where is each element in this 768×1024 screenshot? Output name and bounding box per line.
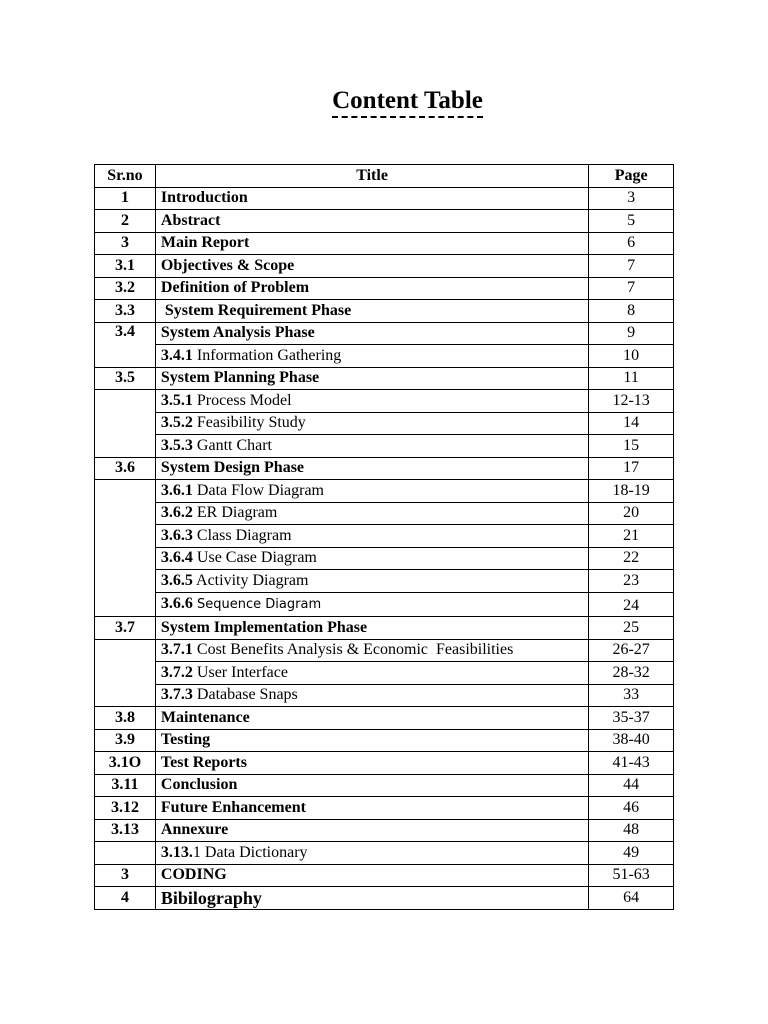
row-title [155, 639, 588, 662]
row-title: Introduction [155, 187, 588, 210]
row-title: Definition of Problem [155, 277, 588, 300]
row-subnumber: 3.6.4 [160, 549, 193, 567]
row-subnumber: 3.13. [160, 843, 193, 861]
row-title: Bibilography [155, 887, 588, 910]
row-title: Conclusion [155, 774, 588, 797]
header-title: Title [155, 165, 588, 188]
row-sr-no-empty [95, 842, 156, 865]
row-subtitle: Feasibility Study [192, 414, 306, 432]
row-title [155, 662, 588, 685]
row-subtitle: Sequence Diagram [192, 596, 322, 612]
row-page: 64 [589, 887, 674, 910]
table-row [95, 662, 674, 685]
row-subtitle: Class Diagram [192, 526, 292, 544]
row-title [155, 390, 588, 413]
row-page: 41-43 [589, 752, 674, 775]
table-row [95, 502, 674, 525]
row-sr-no: 3.6 [95, 457, 156, 480]
row-title [155, 525, 588, 548]
row-subnumber: 3.5.1 [160, 391, 193, 409]
table-row [95, 639, 674, 662]
row-page: 48 [589, 819, 674, 842]
table-row [95, 480, 674, 503]
table-row [95, 187, 674, 210]
row-title: Abstract [155, 210, 588, 233]
row-subnumber: 3.4.1 [160, 346, 193, 364]
row-page: 9 [589, 322, 674, 345]
row-sr-no: 3.1O [95, 752, 156, 775]
table-row [95, 752, 674, 775]
row-page: 46 [589, 797, 674, 820]
row-page: 24 [589, 592, 674, 617]
row-page: 22 [589, 547, 674, 570]
row-title [155, 842, 588, 865]
table-row [95, 729, 674, 752]
row-subtitle: Database Snaps [192, 686, 298, 704]
row-page: 14 [589, 412, 674, 435]
table-row [95, 547, 674, 570]
header-sr-no: Sr.no [95, 165, 156, 188]
table-row [95, 345, 674, 368]
row-subtitle: Gantt Chart [192, 436, 272, 454]
row-subnumber: 3.6.3 [160, 526, 193, 544]
row-sr-no-empty [95, 639, 156, 707]
table-row [95, 255, 674, 278]
row-page: 6 [589, 232, 674, 255]
row-sr-no: 1 [95, 187, 156, 210]
row-subnumber: 3.7.3 [160, 686, 193, 704]
row-subtitle: 1 Data Dictionary [192, 843, 308, 861]
row-page: 51-63 [589, 864, 674, 887]
table-row [95, 887, 674, 910]
row-title [155, 547, 588, 570]
row-title: System Planning Phase [155, 367, 588, 390]
row-page: 5 [589, 210, 674, 233]
row-sr-no: 3.7 [95, 617, 156, 640]
row-page: 33 [589, 684, 674, 707]
row-sr-no: 3.8 [95, 707, 156, 730]
row-subnumber: 3.6.2 [160, 504, 193, 522]
row-subnumber: 3.5.3 [160, 436, 193, 454]
row-title: Testing [155, 729, 588, 752]
table-row [95, 819, 674, 842]
table-row [95, 617, 674, 640]
row-page: 3 [589, 187, 674, 210]
row-subtitle: Cost Benefits Analysis & Economic Feasibilities [192, 641, 514, 659]
row-page: 17 [589, 457, 674, 480]
table-row [95, 277, 674, 300]
table-row [95, 570, 674, 593]
table-row [95, 684, 674, 707]
page-title [0, 86, 768, 118]
row-sr-no: 3.13 [95, 819, 156, 842]
row-title [155, 435, 588, 458]
row-subtitle: ER Diagram [192, 504, 278, 522]
table-row [95, 457, 674, 480]
row-title [155, 412, 588, 435]
table-row [95, 232, 674, 255]
row-sr-no: 3.2 [95, 277, 156, 300]
row-title: System Design Phase [155, 457, 588, 480]
row-subnumber: 3.5.2 [160, 414, 193, 432]
row-page: 35-37 [589, 707, 674, 730]
row-title [155, 684, 588, 707]
row-page: 28-32 [589, 662, 674, 685]
row-sr-no: 3.1 [95, 255, 156, 278]
row-subnumber: 3.6.1 [160, 481, 193, 499]
row-page: 7 [589, 277, 674, 300]
table-row [95, 707, 674, 730]
table-row [95, 864, 674, 887]
table-row [95, 210, 674, 233]
row-sr-no: 4 [95, 887, 156, 910]
row-subtitle: Activity Diagram [192, 571, 309, 589]
row-title: System Implementation Phase [155, 617, 588, 640]
table-row [95, 435, 674, 458]
row-subtitle: Process Model [192, 391, 292, 409]
row-sr-no: 3.4 [95, 322, 156, 367]
row-title: System Analysis Phase [155, 322, 588, 345]
table-row [95, 367, 674, 390]
row-title: Future Enhancement [155, 797, 588, 820]
row-page: 44 [589, 774, 674, 797]
row-subtitle: Use Case Diagram [192, 549, 317, 567]
row-title [155, 592, 588, 617]
table-header-row [95, 165, 674, 188]
row-subtitle: Information Gathering [192, 346, 342, 364]
row-sr-no-empty [95, 390, 156, 458]
row-page: 8 [589, 300, 674, 323]
row-sr-no: 3.9 [95, 729, 156, 752]
table-row [95, 390, 674, 413]
row-page: 15 [589, 435, 674, 458]
row-sr-no: 3.3 [95, 300, 156, 323]
contents-table [94, 164, 674, 910]
row-sr-no: 3 [95, 864, 156, 887]
row-page: 38-40 [589, 729, 674, 752]
row-page: 26-27 [589, 639, 674, 662]
row-subtitle: Data Flow Diagram [192, 481, 324, 499]
row-title: Test Reports [155, 752, 588, 775]
header-page: Page [589, 165, 674, 188]
row-subtitle: User Interface [192, 663, 288, 681]
row-subnumber: 3.7.2 [160, 663, 193, 681]
row-page: 20 [589, 502, 674, 525]
row-title [155, 480, 588, 503]
page-title-text: Content Table [332, 86, 483, 118]
row-page: 18-19 [589, 480, 674, 503]
row-title: Main Report [155, 232, 588, 255]
table-row [95, 300, 674, 323]
table-row [95, 842, 674, 865]
row-sr-no: 3.12 [95, 797, 156, 820]
row-title: Maintenance [155, 707, 588, 730]
row-sr-no: 3 [95, 232, 156, 255]
row-page: 12-13 [589, 390, 674, 413]
row-title: Annexure [155, 819, 588, 842]
table-row [95, 592, 674, 617]
row-page: 10 [589, 345, 674, 368]
row-sr-no: 3.5 [95, 367, 156, 390]
row-subnumber: 3.6.6 [160, 594, 193, 612]
row-page: 21 [589, 525, 674, 548]
row-title: System Requirement Phase [155, 300, 588, 323]
row-title: CODING [155, 864, 588, 887]
row-page: 25 [589, 617, 674, 640]
row-subnumber: 3.7.1 [160, 641, 193, 659]
row-subnumber: 3.6.5 [160, 571, 193, 589]
row-sr-no-empty [95, 480, 156, 617]
row-title [155, 570, 588, 593]
row-page: 11 [589, 367, 674, 390]
table-row [95, 322, 674, 345]
row-title [155, 502, 588, 525]
table-row [95, 412, 674, 435]
table-row [95, 525, 674, 548]
row-sr-no: 2 [95, 210, 156, 233]
row-page: 23 [589, 570, 674, 593]
row-sr-no: 3.11 [95, 774, 156, 797]
table-row [95, 774, 674, 797]
table-row [95, 797, 674, 820]
row-title: Objectives & Scope [155, 255, 588, 278]
row-page: 7 [589, 255, 674, 278]
row-title [155, 345, 588, 368]
row-page: 49 [589, 842, 674, 865]
